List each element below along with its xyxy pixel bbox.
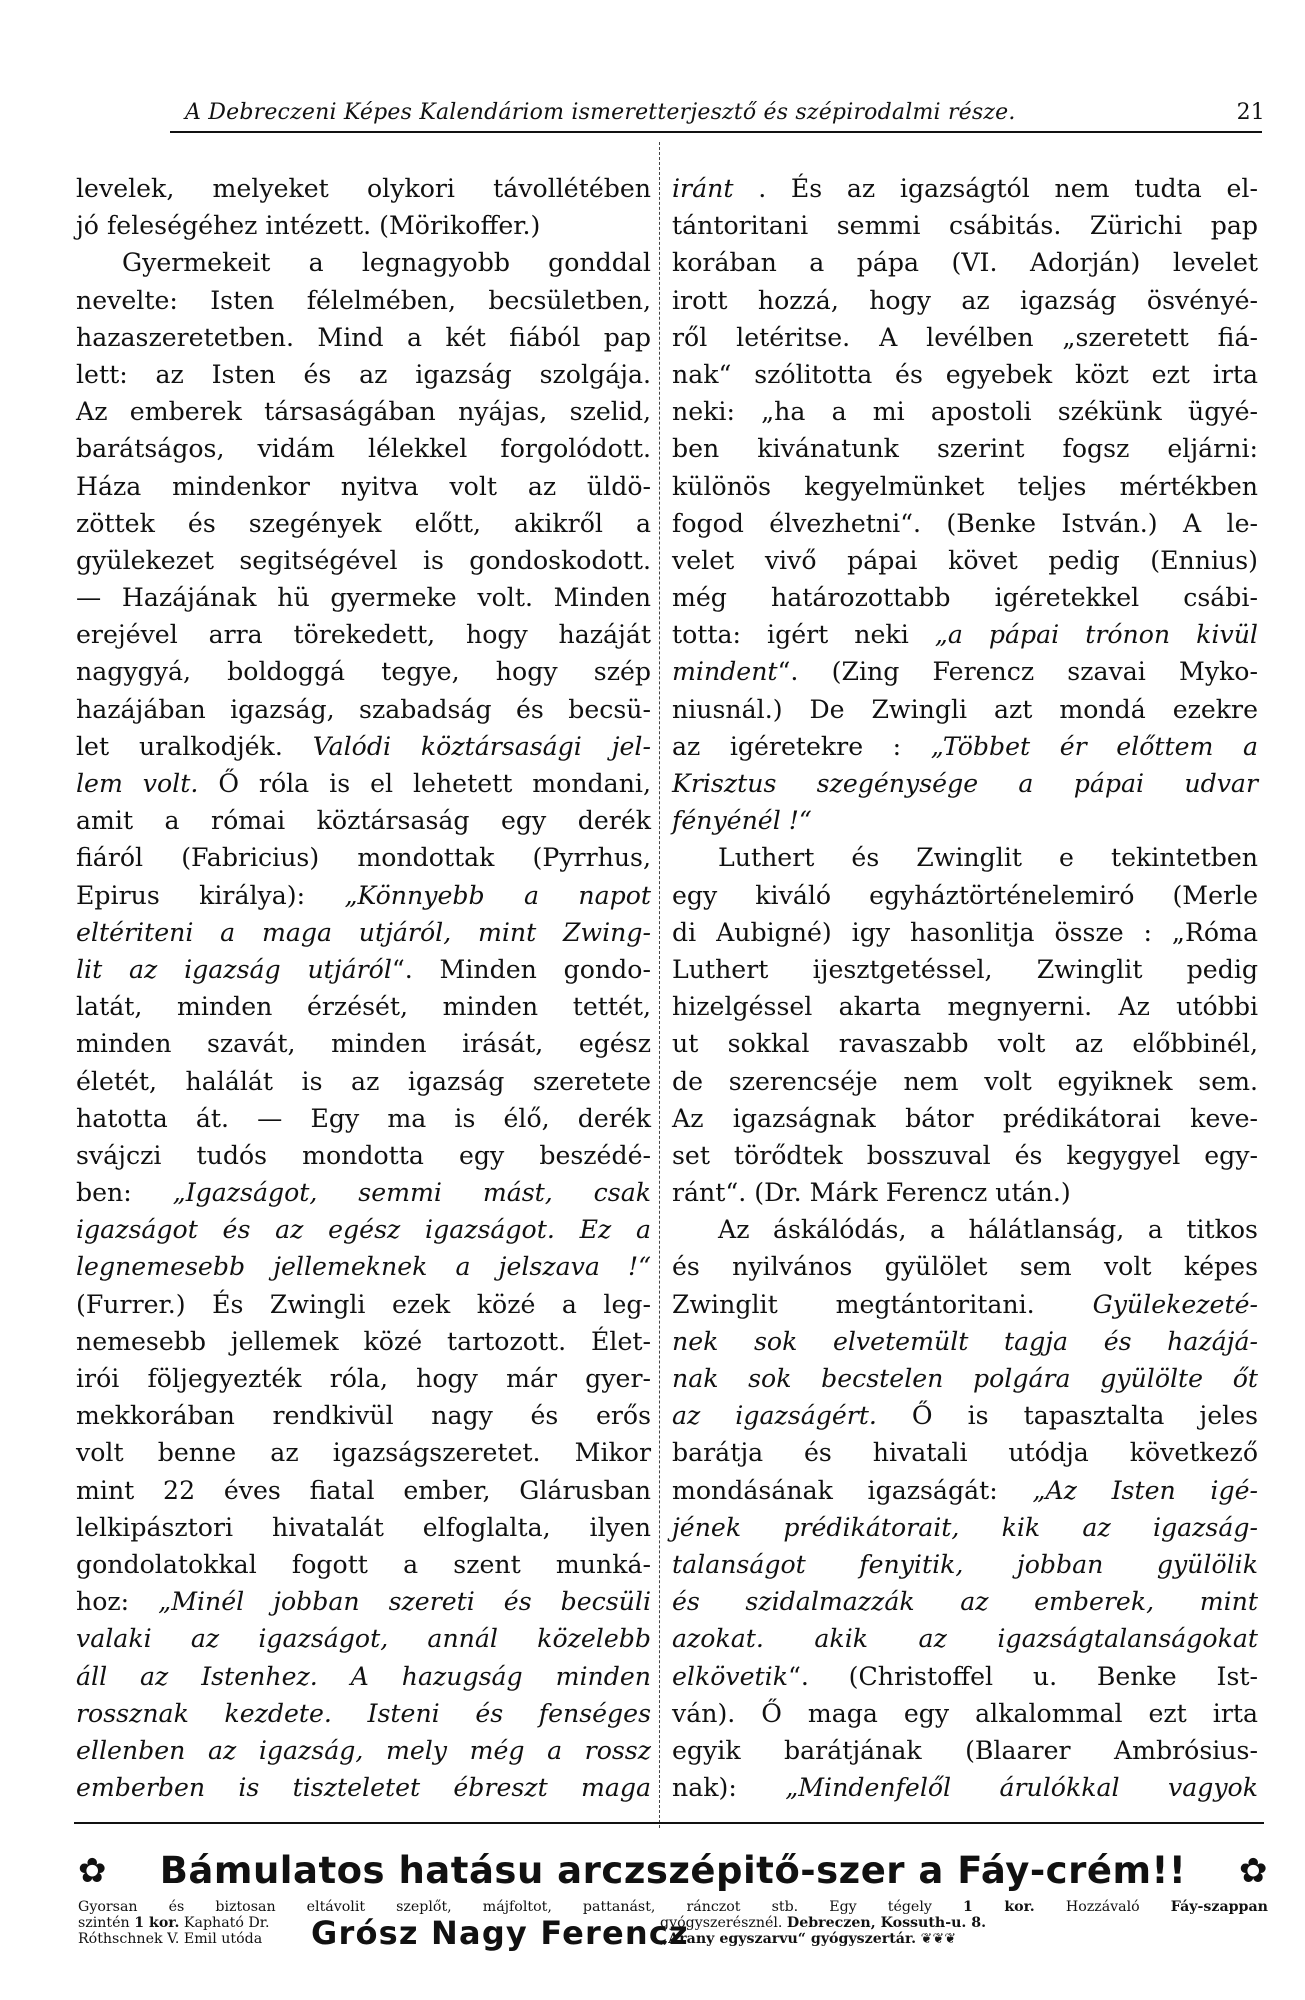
text-line: [76, 1248, 651, 1285]
column-divider: [659, 142, 661, 1828]
text-line: mint 22 éves fiatal ember, Glárusban: [76, 1475, 651, 1505]
text-line: totta: igért neki „a pápai trónon kivül: [672, 620, 1258, 650]
text-line: egyik barátjának (Blaarer Ambrósius-: [672, 1735, 1258, 1765]
quote: áll az Istenhez. A hazugság minden: [76, 1661, 651, 1691]
text-line: elkövetik“. (Christoffel u. Benke Ist-: [672, 1661, 1258, 1691]
text-line: hatotta át. — Egy ma is élő, derék: [76, 1103, 651, 1133]
text-line: hazaszeretetben. Mind a két fiából pap: [76, 322, 651, 352]
text-line: gondolatokkal fogott a szent munká-: [76, 1549, 651, 1579]
flower-ornament-icon: ✿: [1239, 1851, 1268, 1891]
text-line: mekkorában rendkivül nagy és erős: [76, 1401, 651, 1431]
emphasis: nak sok becstelen polgára gyülölte őt: [672, 1364, 1258, 1393]
ad-price-note: szintén 1 kor. Kapható Dr. Róthschnek V. Emil utóda: [78, 1915, 270, 1947]
text-line: [76, 1658, 651, 1695]
text-line: hizelgéssel akarta megnyerni. Az utóbbi: [672, 992, 1258, 1022]
text-line: Zwinglit megtántoritani. Gyülekezeté-: [672, 1289, 1258, 1319]
text-line: Háza mindenkor nyitva volt az üldö-: [76, 471, 651, 501]
emphasis: Gyülekezeté-: [1092, 1289, 1258, 1319]
text-line: [672, 1509, 1258, 1546]
text-line: Az igazságnak bátor prédikátorai keve-: [672, 1103, 1258, 1133]
text-line: ránt“. (Dr. Márk Ferencz után.): [672, 1178, 1071, 1208]
text-line: [76, 1769, 651, 1806]
quote: legnemesebb jellemeknek a jelszava !“: [76, 1252, 651, 1282]
text-line: [672, 1360, 1258, 1397]
quote: talanságot fenyitik, jobban gyülölik: [672, 1549, 1258, 1579]
text-line: irott hozzá, hogy az igazság ösvényé-: [672, 285, 1258, 315]
quote: Krisztus szegénysége a pápai udvar: [672, 769, 1258, 798]
text-line: — Hazájának hü gyermeke volt. Minden: [76, 583, 651, 613]
text-line: jó feleségéhez intézett. (Mörikoffer.): [76, 211, 541, 241]
emphasis: Valódi köztársasági jel-: [312, 731, 652, 761]
text-line: nak“ szólitotta és egyebek közt ezt irta: [672, 359, 1258, 389]
quote: jének prédikátorait, kik az igazság-: [672, 1512, 1258, 1542]
text-line: korában a pápa (VI. Adorján) levelet: [672, 248, 1258, 278]
text-line: velet vivő pápai követ pedig (Ennius): [672, 545, 1258, 575]
text-line: di Aubigné) igy hasonlitja össze : „Róma: [672, 917, 1258, 947]
text-line: életét, halálát is az igazság szeretete: [76, 1066, 651, 1096]
text-line: [672, 1323, 1258, 1360]
quote: igazságot és az egész igazságot. Ez a: [76, 1215, 651, 1245]
text-line: lelkipásztori hivatalát elfoglalta, ilyen: [76, 1512, 651, 1542]
text-line: latát, minden érzését, minden tettét,: [76, 992, 651, 1022]
text-line: [76, 1620, 651, 1657]
text-line: ben kivánatunk szerint fogsz eljárni:: [672, 434, 1258, 464]
headline-text: Bámulatos hatásu arczszépitő-szer a Fáy-crém!!: [159, 1849, 1187, 1892]
text-line: [76, 1732, 651, 1769]
text-line: gyülekezet segitségével is gondoskodott.: [76, 545, 651, 575]
text-line: amit a római köztársaság egy derék: [76, 806, 651, 836]
quote: lit az igazság utjáról: [76, 954, 392, 984]
text-line: irói följegyezték róla, hogy már gyer-: [76, 1364, 651, 1393]
quote: azokat. akik az igazságtalanságokat: [672, 1624, 1258, 1654]
text-line: fiáról (Fabricius) mondottak (Pyrrhus,: [76, 843, 651, 873]
text-line: [76, 914, 651, 951]
emphasis: lem volt.: [76, 769, 199, 798]
text-line: [672, 1546, 1258, 1583]
text-line: set törődtek bosszuval és kegygyel egy-: [672, 1140, 1258, 1170]
text-line: nak): „Mindenfelől árulókkal vagyok: [672, 1773, 1258, 1803]
text-line: ut sokkal ravaszabb volt az előbbinél,: [672, 1029, 1258, 1059]
text-line: Epirus királya): „Könnyebb a napot: [76, 880, 651, 910]
quote: és szidalmazzák az emberek, mint: [672, 1587, 1258, 1617]
text-line: még határozottabb igéretekkel csábi-: [672, 583, 1258, 613]
text-line: az igazságért. Ő is tapasztalta jeles: [672, 1401, 1258, 1431]
quote: ellenben az igazság, mely még a rossz: [76, 1735, 651, 1765]
text-line: nagygyá, boldoggá tegye, hogy szép: [76, 657, 651, 687]
text-line: lit az igazság utjáról“. Minden gondo-: [76, 954, 651, 984]
right-column: [672, 170, 1258, 1806]
flower-ornament-icon: ✿: [78, 1851, 107, 1891]
text-line: hazájában igazság, szabadság és becsü-: [76, 694, 651, 724]
paragraph-start: Luthert és Zwinglit e tekintetben: [718, 843, 1258, 873]
text-line: lett: az Isten és az igazság szolgája.: [76, 359, 651, 389]
quote: valaki az igazságot, annál közelebb: [76, 1624, 651, 1654]
footer-rule: [74, 1822, 1264, 1824]
text-line: ván). Ő maga egy alkalommal ezt irta: [672, 1698, 1258, 1728]
text-line: de szerencséje nem volt egyiknek sem.: [672, 1066, 1258, 1096]
quote: mindent: [672, 657, 778, 687]
text-line: iránt . És az igazságtól nem tudta el-: [672, 174, 1258, 203]
text-line: [672, 802, 1258, 839]
advertisement-headline: [78, 1846, 1268, 1896]
text-line: levelek, melyeket olykori távollétében: [76, 174, 651, 203]
text-line: svájczi tudós mondotta egy beszédé-: [76, 1140, 651, 1170]
text-line: let uralkodjék. Valódi köztársasági jel-: [76, 731, 652, 761]
quote: elkövetik: [672, 1661, 788, 1691]
text-line: erejével arra törekedett, hogy hazáját: [76, 620, 651, 650]
running-header: [185, 96, 1265, 130]
text-line: mindent“. (Zing Ferencz szavai Myko-: [672, 657, 1258, 687]
advertisement-body: [78, 1899, 1268, 1951]
running-title: A Debreczeni Képes Kalendáriom ismeretterjesztő és szépirodalmi része.: [185, 100, 1016, 125]
text-line: különös kegyelmünket teljes mértékben: [672, 471, 1258, 501]
text-line: tántoritani semmi csábitás. Zürichi pap: [672, 211, 1258, 241]
paragraph-start: Az áskálódás, a hálátlanság, a titkos: [718, 1215, 1258, 1245]
text-line: fogod élvezhetni“. (Benke István.) A le-: [672, 508, 1258, 538]
text-line: ben: „Igazságot, semmi mást, csak: [76, 1178, 651, 1208]
text-line: barátja és hivatali utódja következő: [672, 1438, 1258, 1468]
text-line: [76, 1695, 651, 1732]
text-line: lem volt. Ő róla is el lehetett mondani,: [76, 769, 651, 798]
text-line: zöttek és szegények előtt, akikről a: [76, 508, 651, 538]
text-line: nemesebb jellemek közé tartozott. Élet-: [76, 1326, 651, 1356]
quote: „Az Isten igé-: [1032, 1475, 1258, 1505]
text-line: [76, 1211, 651, 1248]
text-line: niusnál.) De Zwingli azt mondá ezekre: [672, 694, 1258, 724]
text-line: barátságos, vidám lélekkel forgolódott.: [76, 434, 651, 464]
pharmacist-name: Grósz Nagy Ferencz: [311, 1914, 689, 1952]
quote: „Többet ér előttem a: [930, 731, 1258, 761]
text-line: Luthert ijesztgetéssel, Zwinglit pedig: [672, 954, 1258, 984]
text-line: minden szavát, minden irását, egész: [76, 1029, 651, 1059]
text-line: az igéretekre : „Többet ér előttem a: [672, 731, 1258, 761]
text-line: volt benne az igazságszeretet. Mikor: [76, 1438, 651, 1468]
quote: iránt: [672, 174, 734, 203]
quote: „a pápai trónon kivül: [934, 620, 1258, 650]
text-line: neki: „ha a mi apostoli székünk ügyé-: [672, 397, 1258, 427]
page-number: 21: [1236, 100, 1265, 125]
text-line: [672, 1583, 1258, 1620]
text-line: (Furrer.) És Zwingli ezek közé a leg-: [76, 1289, 651, 1319]
quote: „Minél jobban szereti és becsüli: [158, 1587, 652, 1617]
text-line: mondásának igazságát: „Az Isten igé-: [672, 1475, 1258, 1505]
text-line: Az emberek társaságában nyájas, szelid,: [76, 397, 651, 427]
ad-description: Gyorsan és biztosan eltávolit szeplőt, májfoltot, pattanást, ránczot stb. Egy tégely 1 kor. Hozzávaló Fáy-szappan: [78, 1899, 1268, 1915]
text-line: egy kiváló egyháztörténelemiró (Merle: [672, 880, 1258, 910]
left-column: [76, 170, 651, 1806]
text-line: nevelte: Isten félelmében, becsületben,: [76, 285, 651, 315]
emphasis: az igazságért.: [672, 1401, 877, 1431]
quote: „Mindenfelől árulókkal vagyok: [785, 1773, 1258, 1803]
emphasis: nek sok elvetemült tagja és hazájá-: [672, 1326, 1258, 1356]
text-line: [672, 1620, 1258, 1657]
ad-address: gyógyszerésznél. Debreczen, Kossuth-u. 8. „Arany egyszarvu“ gyógyszertár. ❦❦❦: [660, 1915, 987, 1947]
quote: fényénél !“: [672, 806, 812, 836]
text-line: [672, 765, 1258, 802]
quote: emberben is tiszteletet ébreszt maga: [76, 1773, 651, 1803]
text-line: és nyilvános gyülölet sem volt képes: [672, 1252, 1258, 1282]
quote: eltériteni a maga utjáról, mint Zwing-: [76, 917, 651, 947]
quote: „Igazságot, semmi mást, csak: [172, 1178, 651, 1208]
text-line: ről letéritse. A levélben „szeretett fiá-: [672, 322, 1258, 352]
text-line: hoz: „Minél jobban szereti és becsüli: [76, 1587, 652, 1617]
header-rule: [170, 131, 1262, 133]
leaf-ornament-icon: ❦❦❦: [920, 1931, 957, 1947]
quote: rossznak kezdete. Isteni és fenséges: [76, 1698, 651, 1728]
quote: „Könnyebb a napot: [344, 880, 651, 910]
paragraph-start: Gyermekeit a legnagyobb gonddal: [122, 248, 651, 278]
